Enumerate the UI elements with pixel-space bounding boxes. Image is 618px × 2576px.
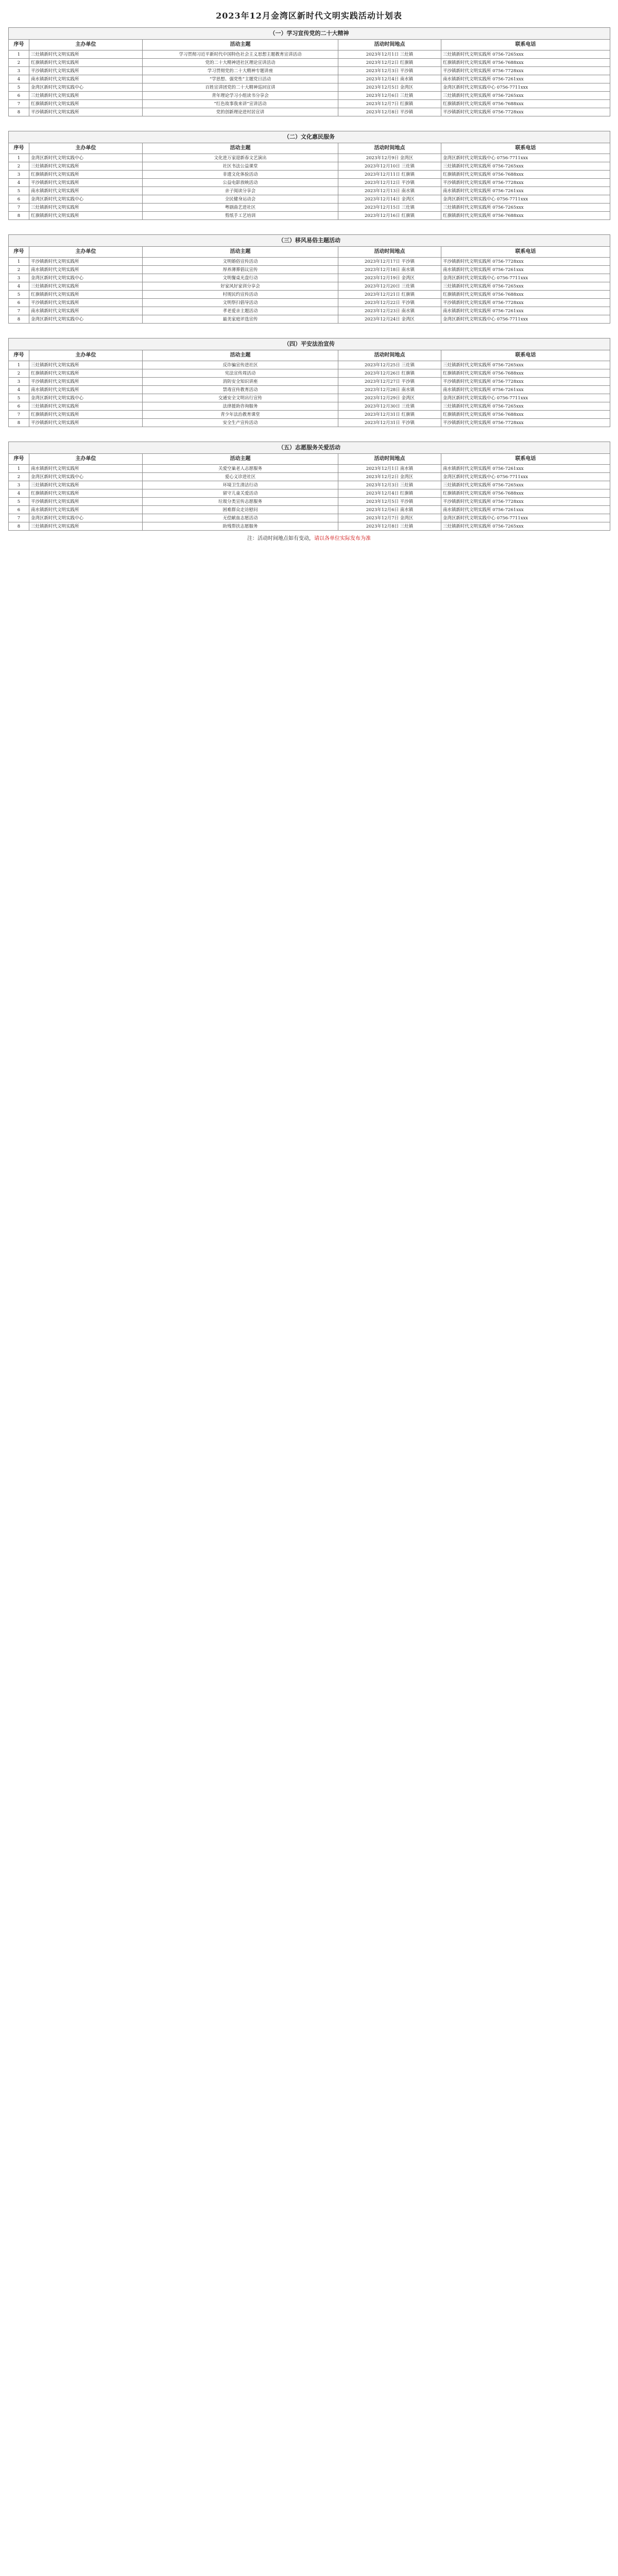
row-activity: 文明餐桌光盘行动 <box>143 274 338 282</box>
row-contact: 平沙镇新时代文明实践所 0756-7728xxx <box>441 179 610 187</box>
header-no: 序号 <box>9 247 29 258</box>
header-name: 活动主题 <box>143 350 338 361</box>
row-number: 8 <box>9 419 29 427</box>
table-row <box>9 266 610 274</box>
page-title: 2023年12月金湾区新时代文明实践活动计划表 <box>216 11 402 21</box>
section-header <box>9 442 610 454</box>
row-time: 2023年12月17日 平沙镇 <box>338 258 441 266</box>
row-activity: 爱心义诊进社区 <box>143 473 338 481</box>
table-row <box>9 154 610 162</box>
row-time: 2023年12月4日 南水镇 <box>338 75 441 83</box>
row-activity: 社区书法公益课堂 <box>143 162 338 171</box>
table-row <box>9 369 610 378</box>
row-unit: 红旗镇新时代文明实践所 <box>29 171 143 179</box>
row-number: 4 <box>9 282 29 291</box>
row-unit: 红旗镇新时代文明实践所 <box>29 489 143 498</box>
row-unit: 金湾区新时代文明实践中心 <box>29 154 143 162</box>
table-row <box>9 162 610 171</box>
header-no: 序号 <box>9 350 29 361</box>
row-activity: 交通安全文明出行宣传 <box>143 394 338 402</box>
row-time: 2023年12月3日 平沙镇 <box>338 67 441 75</box>
table-row <box>9 481 610 489</box>
row-unit: 红旗镇新时代文明实践所 <box>29 212 143 220</box>
row-activity: 公益电影放映活动 <box>143 179 338 187</box>
header-unit: 主办单位 <box>29 40 143 50</box>
row-unit: 金湾区新时代文明实践中心 <box>29 514 143 522</box>
row-unit: 平沙镇新时代文明实践所 <box>29 299 143 307</box>
row-number: 2 <box>9 59 29 67</box>
row-activity: 助残帮扶志愿服务 <box>143 522 338 531</box>
section-title: （一）学习宣传党的二十大精神 <box>9 28 610 40</box>
row-unit: 南水镇新时代文明实践所 <box>29 266 143 274</box>
row-time: 2023年12月23日 南水镇 <box>338 307 441 315</box>
row-activity: 环境卫生清洁行动 <box>143 481 338 489</box>
row-activity: 安全生产宣传活动 <box>143 419 338 427</box>
row-contact: 平沙镇新时代文明实践所 0756-7728xxx <box>441 498 610 506</box>
row-unit: 三灶镇新时代文明实践所 <box>29 361 143 369</box>
row-activity: 最美家庭评选宣传 <box>143 315 338 324</box>
row-contact: 三灶镇新时代文明实践所 0756-7265xxx <box>441 204 610 212</box>
table-row <box>9 299 610 307</box>
row-number: 6 <box>9 299 29 307</box>
row-number: 4 <box>9 179 29 187</box>
header-name: 活动主题 <box>143 40 338 50</box>
row-number: 2 <box>9 162 29 171</box>
row-number: 2 <box>9 266 29 274</box>
row-time: 2023年12月22日 平沙镇 <box>338 299 441 307</box>
row-unit: 南水镇新时代文明实践所 <box>29 506 143 514</box>
row-time: 2023年12月6日 南水镇 <box>338 506 441 514</box>
row-activity: 孝老爱亲主题活动 <box>143 307 338 315</box>
row-unit: 南水镇新时代文明实践所 <box>29 307 143 315</box>
row-unit: 南水镇新时代文明实践所 <box>29 465 143 473</box>
row-time: 2023年12月13日 南水镇 <box>338 187 441 195</box>
row-contact: 三灶镇新时代文明实践所 0756-7265xxx <box>441 481 610 489</box>
row-unit: 平沙镇新时代文明实践所 <box>29 498 143 506</box>
row-time: 2023年12月28日 南水镇 <box>338 386 441 394</box>
row-time: 2023年12月21日 红旗镇 <box>338 291 441 299</box>
table-row <box>9 187 610 195</box>
section-spacer <box>9 427 610 442</box>
header-no: 序号 <box>9 40 29 50</box>
row-time: 2023年12月3日 三灶镇 <box>338 481 441 489</box>
table-row <box>9 402 610 411</box>
header-row <box>9 454 610 465</box>
row-time: 2023年12月11日 红旗镇 <box>338 171 441 179</box>
table-row <box>9 92 610 100</box>
row-contact: 三灶镇新时代文明实践所 0756-7265xxx <box>441 92 610 100</box>
header-name: 活动主题 <box>143 247 338 258</box>
header-name: 活动主题 <box>143 454 338 465</box>
row-unit: 红旗镇新时代文明实践所 <box>29 291 143 299</box>
row-unit: 平沙镇新时代文明实践所 <box>29 108 143 116</box>
row-contact: 金湾区新时代文明实践中心 0756-7711xxx <box>441 274 610 282</box>
row-contact: 红旗镇新时代文明实践所 0756-7688xxx <box>441 171 610 179</box>
row-number: 2 <box>9 473 29 481</box>
row-contact: 金湾区新时代文明实践中心 0756-7711xxx <box>441 473 610 481</box>
row-activity: 好家风好家训分享会 <box>143 282 338 291</box>
table-row <box>9 212 610 220</box>
row-time: 2023年12月30日 三灶镇 <box>338 402 441 411</box>
table-row <box>9 83 610 92</box>
row-activity: 困难群众走访慰问 <box>143 506 338 514</box>
row-unit: 三灶镇新时代文明实践所 <box>29 92 143 100</box>
row-activity: 关爱空巢老人志愿服务 <box>143 465 338 473</box>
row-unit: 金湾区新时代文明实践中心 <box>29 274 143 282</box>
row-contact: 南水镇新时代文明实践所 0756-7261xxx <box>441 386 610 394</box>
row-activity: 百姓宣讲团党的二十大精神巡回宣讲 <box>143 83 338 92</box>
section-header <box>9 338 610 350</box>
row-contact: 三灶镇新时代文明实践所 0756-7265xxx <box>441 50 610 59</box>
row-unit: 南水镇新时代文明实践所 <box>29 386 143 394</box>
row-unit: 金湾区新时代文明实践中心 <box>29 473 143 481</box>
section-header <box>9 28 610 40</box>
row-number: 1 <box>9 465 29 473</box>
row-number: 2 <box>9 369 29 378</box>
row-contact: 南水镇新时代文明实践所 0756-7261xxx <box>441 307 610 315</box>
row-number: 7 <box>9 204 29 212</box>
row-number: 3 <box>9 378 29 386</box>
row-unit: 三灶镇新时代文明实践所 <box>29 481 143 489</box>
row-activity: “学思想、强党性”主题党日活动 <box>143 75 338 83</box>
row-contact: 三灶镇新时代文明实践所 0756-7265xxx <box>441 162 610 171</box>
row-activity: 全民健身运动会 <box>143 195 338 204</box>
header-contact: 联系电话 <box>441 350 610 361</box>
row-time: 2023年12月10日 三灶镇 <box>338 162 441 171</box>
row-unit: 平沙镇新时代文明实践所 <box>29 258 143 266</box>
row-contact: 金湾区新时代文明实践中心 0756-7711xxx <box>441 195 610 204</box>
row-number: 8 <box>9 522 29 531</box>
row-activity: 党的创新理论进村居宣讲 <box>143 108 338 116</box>
row-contact: 平沙镇新时代文明实践所 0756-7728xxx <box>441 378 610 386</box>
row-activity: 文化进万家迎新春文艺演出 <box>143 154 338 162</box>
row-time: 2023年12月4日 红旗镇 <box>338 489 441 498</box>
header-time: 活动时间地点 <box>338 143 441 154</box>
row-contact: 红旗镇新时代文明实践所 0756-7688xxx <box>441 291 610 299</box>
row-time: 2023年12月27日 平沙镇 <box>338 378 441 386</box>
table-row <box>9 291 610 299</box>
row-unit: 红旗镇新时代文明实践所 <box>29 411 143 419</box>
header-contact: 联系电话 <box>441 454 610 465</box>
note-highlight: 请以各单位实际发布为准 <box>314 536 371 541</box>
row-contact: 金湾区新时代文明实践中心 0756-7711xxx <box>441 315 610 324</box>
table-row <box>9 394 610 402</box>
row-contact: 红旗镇新时代文明实践所 0756-7688xxx <box>441 489 610 498</box>
row-number: 1 <box>9 154 29 162</box>
row-unit: 红旗镇新时代文明实践所 <box>29 59 143 67</box>
footnote <box>8 534 610 541</box>
table-row <box>9 171 610 179</box>
row-time: 2023年12月16日 红旗镇 <box>338 212 441 220</box>
row-contact: 南水镇新时代文明实践所 0756-7261xxx <box>441 75 610 83</box>
header-time: 活动时间地点 <box>338 454 441 465</box>
table-row <box>9 315 610 324</box>
row-contact: 红旗镇新时代文明实践所 0756-7688xxx <box>441 212 610 220</box>
spacer-cell <box>9 427 610 442</box>
row-contact: 红旗镇新时代文明实践所 0756-7688xxx <box>441 411 610 419</box>
row-contact: 红旗镇新时代文明实践所 0756-7688xxx <box>441 100 610 108</box>
row-contact: 三灶镇新时代文明实践所 0756-7265xxx <box>441 361 610 369</box>
section-spacer <box>9 116 610 131</box>
header-unit: 主办单位 <box>29 143 143 154</box>
row-time: 2023年12月24日 金湾区 <box>338 315 441 324</box>
table-row <box>9 498 610 506</box>
section-title: （五）志愿服务关爱活动 <box>9 442 610 454</box>
header-no: 序号 <box>9 454 29 465</box>
row-time: 2023年12月7日 红旗镇 <box>338 100 441 108</box>
table-row <box>9 411 610 419</box>
row-number: 7 <box>9 307 29 315</box>
row-unit: 南水镇新时代文明实践所 <box>29 75 143 83</box>
section-header <box>9 131 610 143</box>
row-contact: 平沙镇新时代文明实践所 0756-7728xxx <box>441 108 610 116</box>
row-activity: 法律援助咨询服务 <box>143 402 338 411</box>
row-time: 2023年12月19日 金湾区 <box>338 274 441 282</box>
row-number: 7 <box>9 514 29 522</box>
table-row <box>9 361 610 369</box>
row-contact: 南水镇新时代文明实践所 0756-7261xxx <box>441 465 610 473</box>
table-body <box>9 28 610 531</box>
table-row <box>9 506 610 514</box>
table-row <box>9 419 610 427</box>
row-activity: 村规民约宣传活动 <box>143 291 338 299</box>
row-contact: 金湾区新时代文明实践中心 0756-7711xxx <box>441 394 610 402</box>
table-row <box>9 195 610 204</box>
header-time: 活动时间地点 <box>338 350 441 361</box>
header-row <box>9 247 610 258</box>
row-activity: 学习贯彻习近平新时代中国特色社会主义思想主题教育宣讲活动 <box>143 50 338 59</box>
row-activity: 反诈骗宣传进社区 <box>143 361 338 369</box>
row-activity: 厚养薄葬倡议宣传 <box>143 266 338 274</box>
section-title: （四）平安法治宣传 <box>9 338 610 350</box>
row-activity: 亲子阅读分享会 <box>143 187 338 195</box>
row-activity: 垃圾分类宣传志愿服务 <box>143 498 338 506</box>
table-row <box>9 465 610 473</box>
row-time: 2023年12月15日 三灶镇 <box>338 204 441 212</box>
table-row <box>9 473 610 481</box>
row-contact: 南水镇新时代文明实践所 0756-7261xxx <box>441 506 610 514</box>
section-spacer <box>9 324 610 338</box>
table-row <box>9 50 610 59</box>
row-number: 3 <box>9 481 29 489</box>
row-time: 2023年12月31日 平沙镇 <box>338 419 441 427</box>
row-unit: 红旗镇新时代文明实践所 <box>29 369 143 378</box>
row-number: 4 <box>9 75 29 83</box>
row-unit: 三灶镇新时代文明实践所 <box>29 522 143 531</box>
row-activity: 党的二十大精神进社区理论宣讲活动 <box>143 59 338 67</box>
row-number: 5 <box>9 83 29 92</box>
row-number: 5 <box>9 187 29 195</box>
row-contact: 三灶镇新时代文明实践所 0756-7265xxx <box>441 522 610 531</box>
header-unit: 主办单位 <box>29 454 143 465</box>
row-activity: 学习贯彻党的二十大精神专题讲座 <box>143 67 338 75</box>
spacer-cell <box>9 324 610 338</box>
table-row <box>9 179 610 187</box>
header-contact: 联系电话 <box>441 40 610 50</box>
note-prefix: 注：活动时间地点如有变动， <box>247 536 314 541</box>
row-time: 2023年12月5日 金湾区 <box>338 83 441 92</box>
table-row <box>9 67 610 75</box>
row-unit: 金湾区新时代文明实践中心 <box>29 394 143 402</box>
row-time: 2023年12月1日 南水镇 <box>338 465 441 473</box>
row-number: 1 <box>9 361 29 369</box>
row-activity: 禁毒宣传教育活动 <box>143 386 338 394</box>
row-contact: 金湾区新时代文明实践中心 0756-7711xxx <box>441 514 610 522</box>
row-contact: 平沙镇新时代文明实践所 0756-7728xxx <box>441 299 610 307</box>
row-time: 2023年12月2日 红旗镇 <box>338 59 441 67</box>
header-row <box>9 350 610 361</box>
row-number: 6 <box>9 506 29 514</box>
row-activity: 剪纸手工艺培训 <box>143 212 338 220</box>
row-activity: 文明婚俗宣传活动 <box>143 258 338 266</box>
activity-table <box>8 27 610 531</box>
row-unit: 三灶镇新时代文明实践所 <box>29 204 143 212</box>
row-time: 2023年12月8日 平沙镇 <box>338 108 441 116</box>
row-number: 3 <box>9 171 29 179</box>
header-name: 活动主题 <box>143 143 338 154</box>
row-unit: 平沙镇新时代文明实践所 <box>29 179 143 187</box>
row-activity: 文明祭扫倡导活动 <box>143 299 338 307</box>
row-number: 6 <box>9 195 29 204</box>
row-number: 5 <box>9 498 29 506</box>
table-row <box>9 100 610 108</box>
section-title: （三）移风易俗主题活动 <box>9 235 610 247</box>
row-contact: 三灶镇新时代文明实践所 0756-7265xxx <box>441 282 610 291</box>
row-time: 2023年12月31日 红旗镇 <box>338 411 441 419</box>
row-contact: 红旗镇新时代文明实践所 0756-7688xxx <box>441 369 610 378</box>
row-number: 4 <box>9 489 29 498</box>
spacer-cell <box>9 116 610 131</box>
row-time: 2023年12月12日 平沙镇 <box>338 179 441 187</box>
section-spacer <box>9 220 610 235</box>
row-number: 4 <box>9 386 29 394</box>
section-header <box>9 235 610 247</box>
header-time: 活动时间地点 <box>338 247 441 258</box>
row-unit: 金湾区新时代文明实践中心 <box>29 83 143 92</box>
row-unit: 平沙镇新时代文明实践所 <box>29 419 143 427</box>
table-row <box>9 258 610 266</box>
row-unit: 红旗镇新时代文明实践所 <box>29 100 143 108</box>
row-contact: 平沙镇新时代文明实践所 0756-7728xxx <box>441 419 610 427</box>
table-row <box>9 75 610 83</box>
row-activity: “红色故事我来讲”宣讲活动 <box>143 100 338 108</box>
row-activity: 无偿献血志愿活动 <box>143 514 338 522</box>
table-row <box>9 59 610 67</box>
row-unit: 三灶镇新时代文明实践所 <box>29 162 143 171</box>
row-unit: 平沙镇新时代文明实践所 <box>29 67 143 75</box>
row-number: 3 <box>9 274 29 282</box>
row-activity: 留守儿童关爱活动 <box>143 489 338 498</box>
row-time: 2023年12月8日 三灶镇 <box>338 522 441 531</box>
row-unit: 三灶镇新时代文明实践所 <box>29 402 143 411</box>
row-number: 6 <box>9 92 29 100</box>
row-contact: 金湾区新时代文明实践中心 0756-7711xxx <box>441 154 610 162</box>
row-unit: 金湾区新时代文明实践中心 <box>29 195 143 204</box>
section-title: （二）文化惠民服务 <box>9 131 610 143</box>
table-row <box>9 514 610 522</box>
row-time: 2023年12月7日 金湾区 <box>338 514 441 522</box>
row-number: 8 <box>9 212 29 220</box>
table-row <box>9 489 610 498</box>
row-time: 2023年12月9日 金湾区 <box>338 154 441 162</box>
row-unit: 金湾区新时代文明实践中心 <box>29 315 143 324</box>
row-unit: 南水镇新时代文明实践所 <box>29 187 143 195</box>
row-number: 7 <box>9 100 29 108</box>
row-activity: 粤剧曲艺进社区 <box>143 204 338 212</box>
header-contact: 联系电话 <box>441 247 610 258</box>
table-row <box>9 274 610 282</box>
row-contact: 平沙镇新时代文明实践所 0756-7728xxx <box>441 258 610 266</box>
row-contact: 平沙镇新时代文明实践所 0756-7728xxx <box>441 67 610 75</box>
header-no: 序号 <box>9 143 29 154</box>
row-unit: 三灶镇新时代文明实践所 <box>29 50 143 59</box>
header-unit: 主办单位 <box>29 247 143 258</box>
header-row <box>9 40 610 50</box>
row-activity: 青年理论学习小组读书分享会 <box>143 92 338 100</box>
row-time: 2023年12月1日 三灶镇 <box>338 50 441 59</box>
header-row <box>9 143 610 154</box>
row-time: 2023年12月14日 金湾区 <box>338 195 441 204</box>
row-activity: 青少年法治教育课堂 <box>143 411 338 419</box>
row-number: 1 <box>9 258 29 266</box>
row-number: 3 <box>9 67 29 75</box>
table-row <box>9 378 610 386</box>
table-row <box>9 108 610 116</box>
row-contact: 红旗镇新时代文明实践所 0756-7688xxx <box>441 59 610 67</box>
row-number: 6 <box>9 402 29 411</box>
row-contact: 南水镇新时代文明实践所 0756-7261xxx <box>441 266 610 274</box>
row-activity: 消防安全知识讲座 <box>143 378 338 386</box>
table-row <box>9 204 610 212</box>
row-activity: 宪法宣传周活动 <box>143 369 338 378</box>
row-time: 2023年12月29日 金湾区 <box>338 394 441 402</box>
row-number: 5 <box>9 394 29 402</box>
row-number: 8 <box>9 315 29 324</box>
row-number: 5 <box>9 291 29 299</box>
header-time: 活动时间地点 <box>338 40 441 50</box>
row-time: 2023年12月2日 金湾区 <box>338 473 441 481</box>
row-time: 2023年12月6日 三灶镇 <box>338 92 441 100</box>
row-activity: 非遗文化体验活动 <box>143 171 338 179</box>
row-number: 7 <box>9 411 29 419</box>
page <box>0 0 618 552</box>
row-time: 2023年12月5日 平沙镇 <box>338 498 441 506</box>
table-row <box>9 386 610 394</box>
row-time: 2023年12月26日 红旗镇 <box>338 369 441 378</box>
row-contact: 三灶镇新时代文明实践所 0756-7265xxx <box>441 402 610 411</box>
table-row <box>9 282 610 291</box>
header-unit: 主办单位 <box>29 350 143 361</box>
row-number: 8 <box>9 108 29 116</box>
table-row <box>9 522 610 531</box>
row-number: 1 <box>9 50 29 59</box>
table-row <box>9 307 610 315</box>
row-unit: 三灶镇新时代文明实践所 <box>29 282 143 291</box>
header-contact: 联系电话 <box>441 143 610 154</box>
row-time: 2023年12月25日 三灶镇 <box>338 361 441 369</box>
row-contact: 南水镇新时代文明实践所 0756-7261xxx <box>441 187 610 195</box>
spacer-cell <box>9 220 610 235</box>
row-time: 2023年12月20日 三灶镇 <box>338 282 441 291</box>
row-unit: 平沙镇新时代文明实践所 <box>29 378 143 386</box>
row-contact: 金湾区新时代文明实践中心 0756-7711xxx <box>441 83 610 92</box>
row-time: 2023年12月18日 南水镇 <box>338 266 441 274</box>
